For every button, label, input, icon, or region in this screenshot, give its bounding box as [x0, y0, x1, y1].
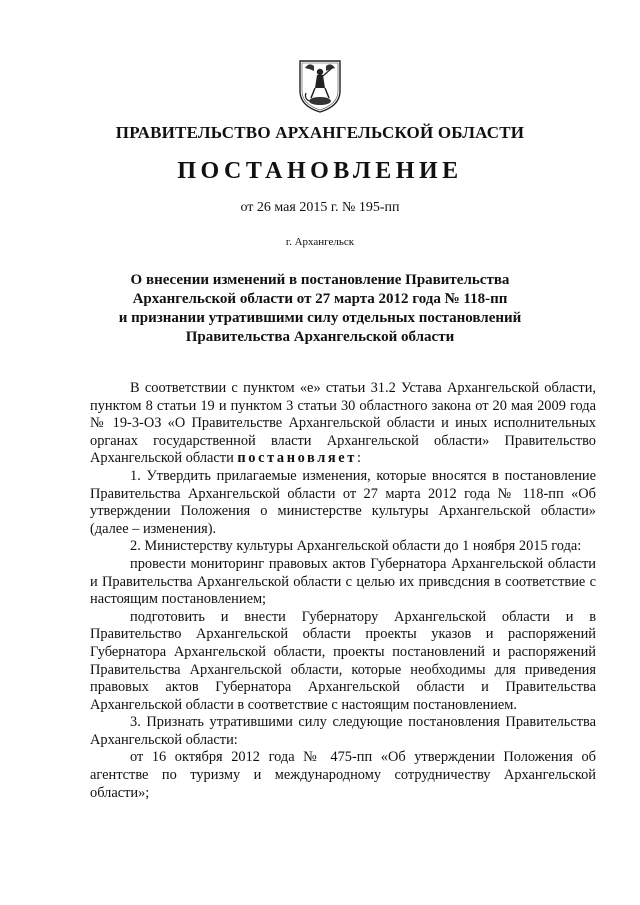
document-city: г. Архангельск: [285, 236, 355, 248]
preamble-paragraph: [90, 380, 596, 468]
document-type: ПОСТАНОВЛЕНИЕ: [177, 158, 463, 184]
paragraph-3a: от 16 октября 2012 года № 475-пп «Об утверждении Положения об агентстве по туризму и международному сотрудничеству Архангельской области»;: [90, 749, 596, 801]
document-title: [0, 271, 640, 347]
title-line: Архангельской области от 27 марта 2012 года № 118-пп: [132, 291, 508, 307]
paragraph-2: 2. Министерству культуры Архангельской области до 1 ноября 2015 года:: [130, 538, 582, 555]
government-name: ПРАВИТЕЛЬСТВО АРХАНГЕЛЬСКОЙ ОБЛАСТИ: [115, 123, 525, 142]
document-body: [90, 380, 596, 802]
preamble-text: В соответствии с пунктом «е» статьи 31.2 Устава Архангельской области, пунктом 8 статьи 19 и пунктом 3 статьи 30 областного закона от 20 мая 2009 года № 19-3-ОЗ «О Правительстве Архангельской области и иных исполнительных органах государственной власти Архангельской области» Правительство Архангельской области: [90, 380, 596, 467]
title-line: Правительства Архангельской области: [185, 329, 455, 345]
document-date-number: от 26 мая 2015 г. № 195-пп: [240, 200, 400, 215]
coat-of-arms-icon: [297, 58, 343, 114]
decree-word: постановляет: [237, 450, 357, 467]
paragraph-1: 1. Утвердить прилагаемые изменения, которые вносятся в постановление Правительства Архангельской области от 27 марта 2012 года № 118-пп «Об утверждении Положения о министерстве культуры Архангельской области» (далее – изменения).: [90, 467, 596, 537]
paragraph-3: 3. Признать утратившими силу следующие постановления Правительства Архангельской области:: [90, 714, 596, 748]
paragraph-2b: подготовить и внести Губернатору Архангельской области и в Правительство Архангельской области проекты указов и распоряжений Губернатора Архангельской области, проекты постановлений и распоряжений Правительства Архангельской области, которые необходимы для приведения правовых актов Губернатора Архангельской области и Правительства Архангельской области в соответствие с настоящим постановлением.: [90, 608, 596, 713]
title-line: и признании утратившими силу отдельных постановлений: [118, 310, 522, 326]
paragraph-2a: провести мониторинг правовых актов Губернатора Архангельской области и Правительства Архангельской области с целью их привсдсния в соответствие с настоящим постановлением;: [90, 555, 596, 608]
title-line: О внесении изменений в постановление Правительства: [130, 272, 510, 288]
decree-colon: :: [356, 450, 361, 467]
